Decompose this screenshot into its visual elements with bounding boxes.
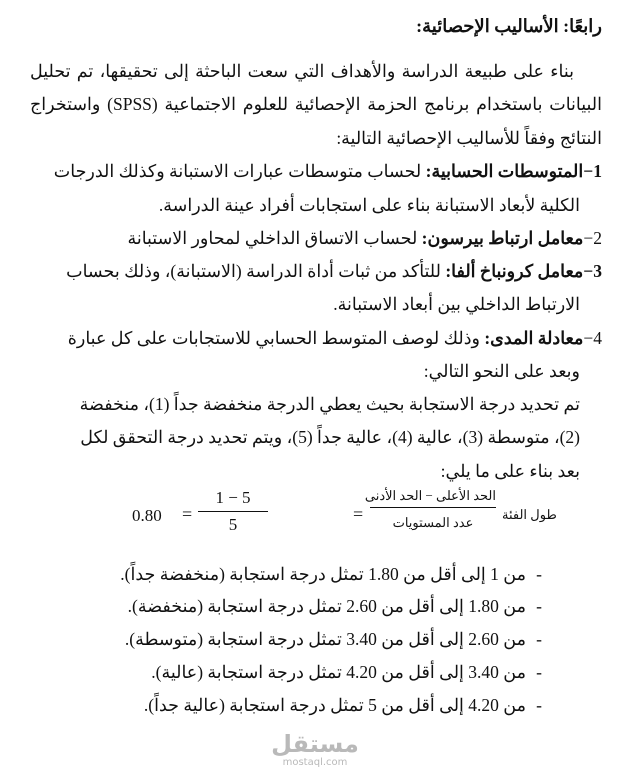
range-text: من 3.40 إلى أقل من 4.20 تمثل درجة استجابة (عالية). [151,662,526,682]
range-item-5 [144,692,552,718]
class-width-formula [120,482,557,552]
bullet-dash: - [536,662,542,682]
fraction-bar [198,511,268,512]
text-numerator: الحد الأعلى − الحد الأدنى [364,488,496,503]
intro-line-2: البيانات باستخدام برنامج الحزمة الإحصائية للعلوم الاجتماعية (SPSS) واستخراج [30,94,603,114]
formula-result: 0.80 [132,506,162,525]
range-text: من 1 إلى أقل من 1.80 تمثل درجة استجابة (منخفضة جداً). [120,564,526,584]
item-text: لحساب الاتساق الداخلي لمحاور الاستبانة [127,228,422,248]
numeric-fraction [198,488,268,535]
item-separator: − [583,261,594,281]
formula-label: طول الفئة [502,507,557,522]
bullet-dash: - [536,695,542,715]
section-heading: رابعًا: الأساليب الإحصائية: [416,16,602,36]
scale-line-1: تم تحديد درجة الاستجابة بحيث يعطي الدرجة منخفضة جداً (1)، منخفضة [79,394,580,414]
item-title: معادلة المدى: [484,328,584,348]
list-item-3-continued: الارتباط الداخلي بين أبعاد الاستبانة. [333,294,580,314]
list-item-3 [30,258,602,284]
range-text: من 2.60 إلى أقل من 3.40 تمثل درجة استجابة (متوسطة). [124,629,526,649]
item-separator: − [583,228,594,248]
text-fraction [364,488,496,531]
watermark-logo: مستقل [271,730,359,758]
scale-line-3: بعد بناء على ما يلي: [440,461,580,481]
item-number: 1 [593,161,602,181]
intro-line-3: النتائج وفقاً للأساليب الإحصائية التالية: [336,128,602,148]
range-text: من 4.20 إلى أقل من 5 تمثل درجة استجابة (عالية جداً). [143,695,526,715]
item-title: معامل كرونباخ ألفا: [445,261,584,281]
range-item-3 [125,626,552,652]
item-number: 2 [593,228,602,248]
list-item-4 [30,325,602,351]
bullet-dash: - [536,629,542,649]
list-item-2 [30,225,602,251]
item-separator: − [583,161,594,181]
equals-sign: = [182,504,193,524]
fraction-bar [370,507,496,508]
bullet-dash: - [536,596,542,616]
equals-sign: = [353,504,364,524]
list-item-4-continued: وبعد على النحو التالي: [423,361,580,381]
numeric-denominator: 5 [228,515,238,534]
item-separator: − [583,328,594,348]
text-denominator: عدد المستويات [392,515,474,530]
range-text: من 1.80 إلى أقل من 2.60 تمثل درجة استجابة (منخفضة). [127,596,526,616]
list-item-1-continued: الكلية لأبعاد الاستبانة بناء على استجابات أفراد عينة الدراسة. [158,195,580,215]
range-item-2 [128,593,552,619]
item-text: لحساب متوسطات عبارات الاستبانة وكذلك الدرجات [53,161,426,181]
mostaql-watermark [265,730,365,768]
item-number: 3 [593,261,602,281]
range-item-1 [120,561,552,587]
bullet-dash: - [536,564,542,584]
scale-line-2: (2)، متوسطة (3)، عالية (4)، عالية جداً (5)، ويتم تحديد درجة التحقق لكل [80,427,580,447]
item-title: المتوسطات الحسابية: [425,161,584,181]
item-text: وذلك لوصف المتوسط الحسابي للاستجابات على كل عبارة [67,328,485,348]
range-item-4 [151,659,552,685]
numeric-numerator: 1 − 5 [215,488,251,507]
item-number: 4 [593,328,602,348]
list-item-1 [30,158,602,184]
item-title: معامل ارتباط بيرسون: [421,228,584,248]
intro-line-1: بناء على طبيعة الدراسة والأهداف التي سعت الباحثة إلى تحقيقها، تم تحليل [30,61,574,81]
item-text: للتأكد من ثبات أداة الدراسة (الاستبانة)، وذلك بحساب [66,261,446,281]
watermark-url: mostaql.com [282,757,348,768]
